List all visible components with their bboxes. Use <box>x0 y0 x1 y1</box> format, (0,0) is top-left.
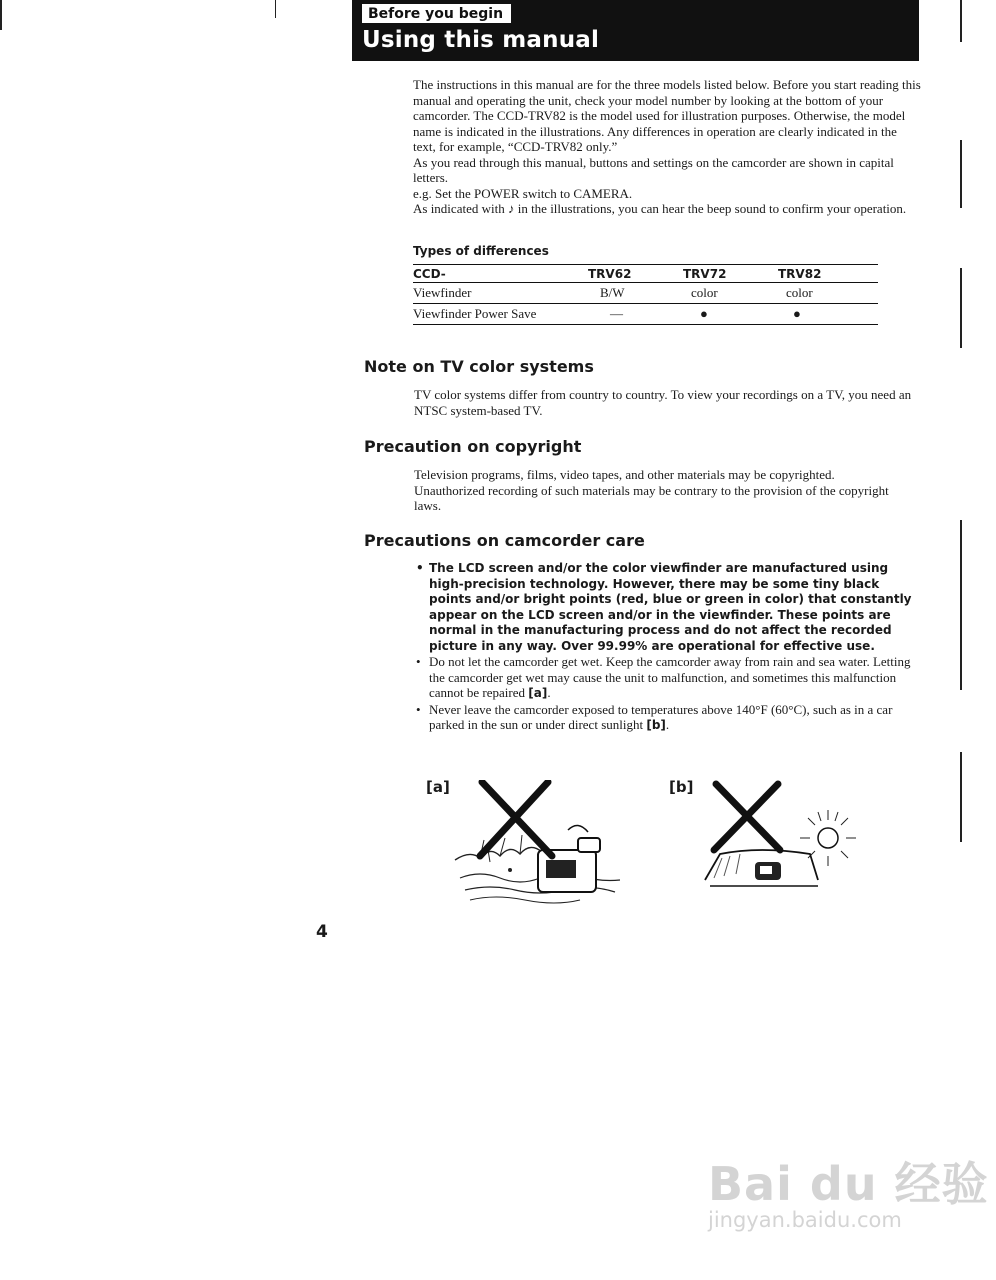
intro-paragraph: e.g. Set the POWER switch to CAMERA. <box>413 185 633 201</box>
scan-mark <box>960 140 962 208</box>
list-item-end: . <box>547 685 551 700</box>
page-number: 4 <box>316 922 328 942</box>
figure-ref: [a] <box>528 686 548 700</box>
list-item-text: Never leave the camcorder exposed to temperatures above 140°F (60°C), such as in a car parked in the sun or under direct sunlight <box>429 701 893 732</box>
intro-paragraph: As indicated with ♪ in the illustrations, you can hear the beep sound to confirm your operation. <box>413 201 907 216</box>
copyright-text: Television programs, films, video tapes, and other materials may be copyrighted. Unauthorized recording of such materials may be contrary to the provision of the copyright laws. <box>414 467 889 513</box>
header-bar <box>352 0 919 61</box>
table-cell: ● <box>778 304 878 325</box>
list-item-end: . <box>665 717 670 732</box>
intro-paragraph: The instructions in this manual are for the three models listed below. Before you start reading this manual and operating the unit, check your model number by looking at the bottom of your camcorder. The CCD-TRV82 is the model used for illustration purposes. Otherwise, the model name is indicated in the illustrations. Any differences in operation are clearly indicated in the text, for example, “CCD-TRV82 only.” <box>413 77 921 154</box>
table-row <box>413 304 878 325</box>
column-header: TRV72 <box>683 265 778 283</box>
table-header-row <box>413 265 878 283</box>
scan-mark <box>960 520 962 690</box>
differences-heading: Types of differences <box>413 244 549 258</box>
scan-mark <box>960 0 962 42</box>
page-title: Using this manual <box>362 27 600 53</box>
figure-a-label: [a] <box>426 778 450 796</box>
list-item <box>414 654 922 702</box>
section-kicker: Before you begin <box>362 4 511 23</box>
list-item: • The LCD screen and/or the color viewfinder are manufactured using high-precision technology. However, there may be some tiny black points and/or bright points (red, blue or green in color) that constantly appear on the LCD screen and/or in the viewfinder. These points are normal in the manufacturing process and do not affect the recorded picture in any way. Over 99.99% are operational for effective use. <box>414 561 922 654</box>
scan-mark <box>0 0 2 30</box>
column-header: CCD- <box>413 265 588 283</box>
figure-b-sun-car <box>700 780 870 900</box>
watermark-logo: Bai du 经验 <box>708 1157 989 1211</box>
table-cell: color <box>778 283 878 304</box>
list-item <box>414 702 922 734</box>
scan-mark <box>960 268 962 348</box>
table-cell: B/W <box>588 283 683 304</box>
figure-ref: [b] <box>646 718 666 732</box>
figure-a-wet-camcorder <box>450 780 630 910</box>
scan-mark <box>960 752 962 842</box>
intro-paragraph: As you read through this manual, buttons and settings on the camcorder are shown in capital letters. <box>413 154 894 185</box>
differences-table-wrap <box>413 264 878 325</box>
column-header: TRV62 <box>588 265 683 283</box>
care-heading: Precautions on camcorder care <box>364 531 645 550</box>
list-item-text: Do not let the camcorder get wet. Keep the camcorder away from rain and sea water. Letting the camcorder get wet may cause the unit to malfunction, and sometimes this malfunction cannot be repaired <box>429 654 911 700</box>
table-cell: Viewfinder Power Save <box>413 304 588 325</box>
differences-table <box>413 264 878 325</box>
column-header: TRV82 <box>778 265 878 283</box>
table-cell: — <box>588 304 683 325</box>
scan-mark <box>275 0 276 18</box>
intro-block <box>413 77 921 217</box>
table-cell: ● <box>683 304 778 325</box>
tv-systems-text: TV color systems differ from country to country. To view your recordings on a TV, you need an NTSC system-based TV. <box>414 387 912 418</box>
watermark-url: jingyan.baidu.com <box>708 1208 902 1232</box>
copyright-heading: Precaution on copyright <box>364 437 582 456</box>
tv-systems-heading: Note on TV color systems <box>364 357 594 376</box>
care-list <box>414 561 922 734</box>
care-list-wrap <box>414 561 922 734</box>
table-row <box>413 283 878 304</box>
table-cell: Viewfinder <box>413 283 588 304</box>
figure-b-label: [b] <box>669 778 694 796</box>
table-cell: color <box>683 283 778 304</box>
